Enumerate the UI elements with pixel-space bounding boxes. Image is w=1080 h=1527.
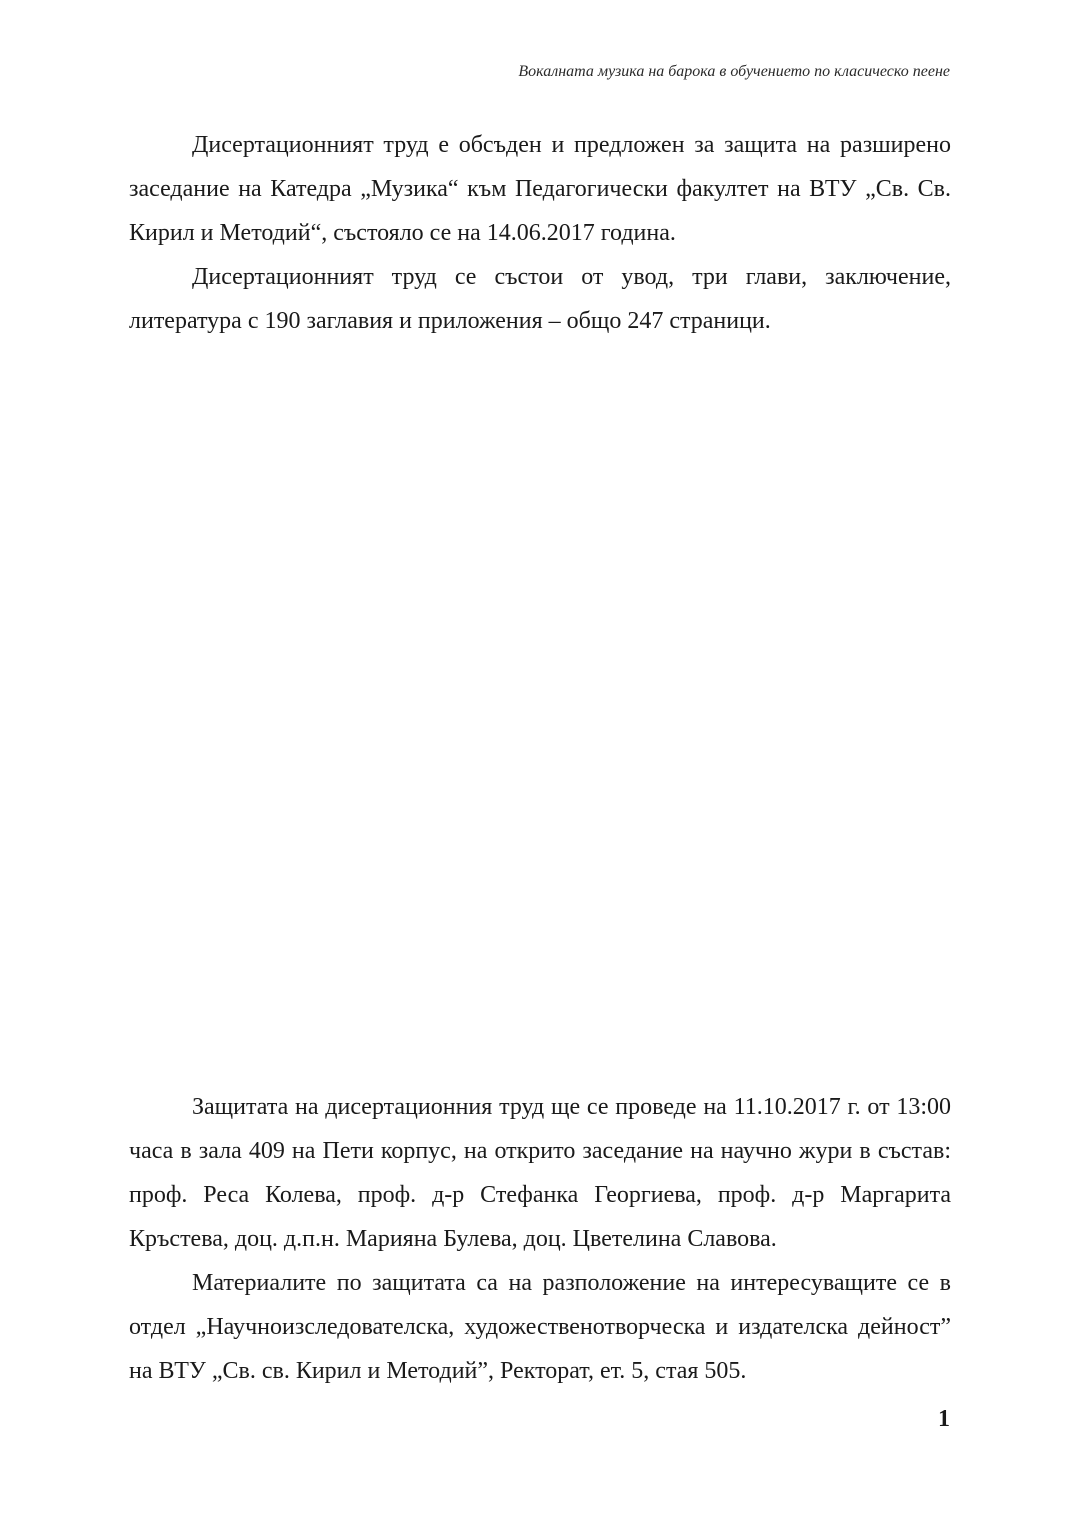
- paragraph-structure: Дисертационният труд се състои от увод, три глави, заключение, литература с 190 заглавия и приложения – общо 247 страници.: [129, 264, 951, 334]
- running-header: Вокалната музика на барока в обучението по класическо пеене: [518, 63, 950, 80]
- paragraph-materials: Материалите по защитата са на разположение на интересуващите се в отдел „Научноизследователска, художественотворческа и издателска дейност” на ВТУ „Св. св. Кирил и Методий”, Ректорат, ет. 5, стая 505.: [129, 1270, 951, 1384]
- page-number: 1: [938, 1406, 950, 1432]
- defense-info-top: [129, 123, 951, 343]
- defense-info-bottom: [129, 1085, 951, 1393]
- paragraph-defense-date: Защитата на дисертационния труд ще се проведе на 11.10.2017 г. от 13:00 часа в зала 409 на Пети корпус, на открито заседание на научно жури в състав: проф. Реса Колева, проф. д-р Стефанка Георгиева, проф. д-р Маргарита Кръстева, доц. д.п.н. Марияна Булева, доц. Цветелина Славова.: [129, 1094, 951, 1252]
- paragraph-discussion: Дисертационният труд е обсъден и предложен за защита на разширено заседание на Катедра „Музика“ към Педагогически факултет на ВТУ „Св. Св. Кирил и Методий“, състояло се на 14.06.2017 година.: [129, 132, 951, 246]
